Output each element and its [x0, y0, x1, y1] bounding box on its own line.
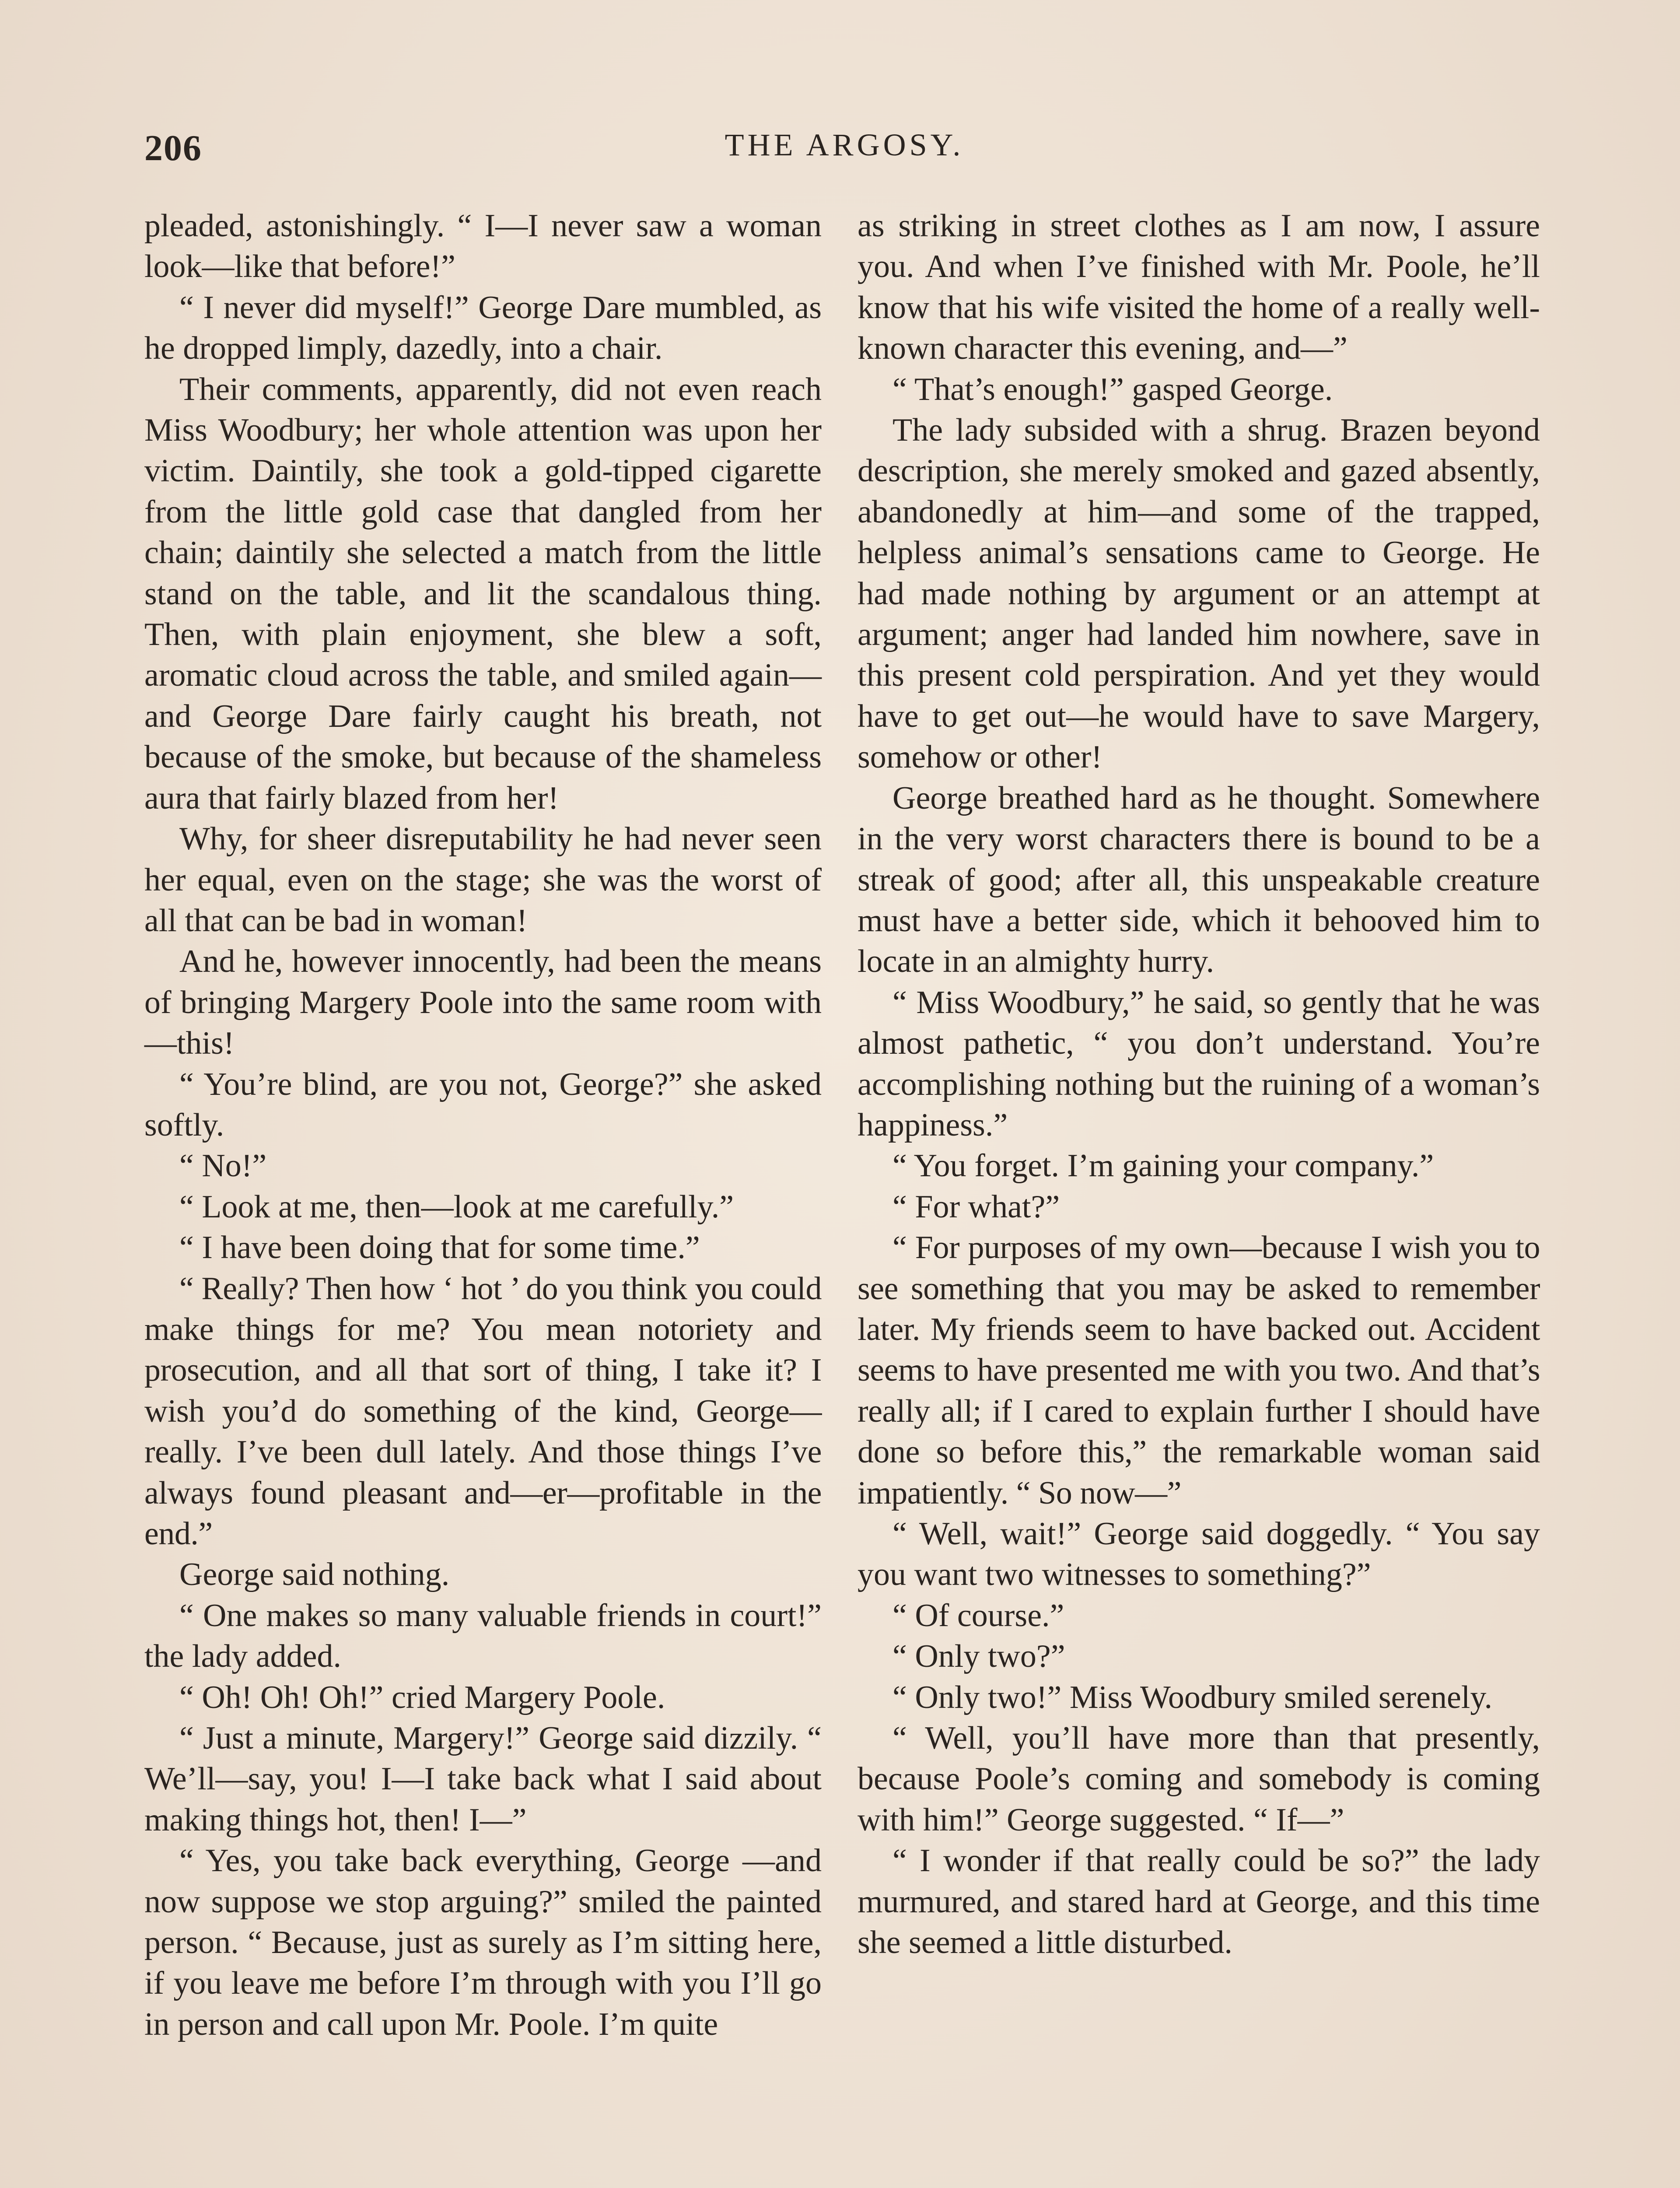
paragraph: “ I never did myself!” George Dare mumbled, as he dropped limply, dazedly, into a chair.: [144, 289, 822, 367]
paragraph: George said nothing.: [179, 1557, 450, 1593]
paragraph: “ Miss Woodbury,” he said, so gently that he was almost pathetic, “ you don’t understand. You’re accomplishing nothing but the ruining of a woman’s happiness.”: [858, 984, 1540, 1143]
paragraph: Why, for sheer disreputability he had never seen her equal, even on the stage; she was the worst of all that can be bad in woman!: [144, 821, 822, 939]
paragraph: “ Just a minute, Margery!” George said dizzily. “ We’ll—say, you! I—I take back what I said about making things hot, then! I—”: [144, 1720, 822, 1838]
paragraph: “ Well, you’ll have more than that presently, because Poole’s coming and somebody is coming with him!” George suggested. “ If—”: [858, 1720, 1540, 1838]
paragraph: “ You forget. I’m gaining your company.”: [892, 1148, 1434, 1184]
paragraph: as striking in street clothes as I am now, I assure you. And when I’ve finished with Mr. Poole, he’ll know that his wife visited the home of a really well-known character this evening, and—”: [858, 208, 1540, 367]
paragraph: “ Look at me, then—look at me carefully.”: [179, 1189, 734, 1225]
paragraph: “ No!”: [179, 1148, 267, 1184]
paragraph: “ Well, wait!” George said doggedly. “ You say you want two witnesses to something?”: [858, 1516, 1540, 1593]
paragraph: “ Really? Then how ‘ hot ’ do you think you could make things for me? You mean notoriety and prosecution, and all that sort of thing, I take it? I wish you’d do something of the kind, George—really. I’ve been dull lately. And those things I’ve always found pleasant and—er—profitable in the end.”: [144, 1270, 822, 1552]
right-column: [858, 206, 1540, 2188]
paragraph: “ Of course.”: [892, 1597, 1064, 1634]
paragraph: “ One makes so many valuable friends in court!” the lady added.: [144, 1597, 822, 1675]
paragraph: “ For what?”: [892, 1189, 1060, 1225]
paragraph: “ I have been doing that for some time.”: [179, 1230, 700, 1266]
paragraph: “ Oh! Oh! Oh!” cried Margery Poole.: [179, 1679, 665, 1715]
paragraph: Their comments, apparently, did not even reach Miss Woodbury; her whole attention was upon her victim. Daintily, she took a gold-tipped cigarette from the little gold case that dangled from her chain; daintily she selected a match from the little stand on the table, and lit the scandalous thing. Then, with plain enjoyment, she blew a soft, aromatic cloud across the table, and smiled again—and George Dare fairly caught his breath, not because of the smoke, but because of the shameless aura that fairly blazed from her!: [144, 371, 822, 816]
page-header: [144, 127, 1544, 175]
paragraph: “ Only two?”: [892, 1638, 1065, 1675]
paragraph: And he, however innocently, had been the means of bringing Margery Poole into the same room with—this!: [144, 943, 822, 1062]
paragraph: “ That’s enough!” gasped George.: [892, 371, 1333, 407]
paragraph: “ Yes, you take back everything, George —and now suppose we stop arguing?” smiled the painted person. “ Because, just as surely as I’m sitting here, if you leave me before I’m through with you I’ll go in person and call upon Mr. Poole. I’m quite: [144, 1843, 822, 2042]
page-number: 206: [144, 128, 202, 168]
paragraph: pleaded, astonishingly. “ I—I never saw a woman look—like that before!”: [144, 208, 822, 285]
paragraph: “ For purposes of my own—because I wish you to see something that you may be asked to remember later. My friends seem to have backed out. Accident seems to have presented me with you two. And that’s really all; if I cared to explain further I should have done so before this,” the remarkable woman said impatiently. “ So now—”: [858, 1230, 1540, 1511]
paragraph: The lady subsided with a shrug. Brazen beyond description, she merely smoked and gazed absently, abandonedly at him—and some of the trapped, helpless animal’s sensations came to George. He had made nothing by argument or an attempt at argument; anger had landed him nowhere, save in this present cold perspiration. And yet they would have to get out—he would have to save Margery, somehow or other!: [858, 412, 1540, 775]
running-title: THE ARGOSY.: [724, 127, 964, 162]
paragraph: “ You’re blind, are you not, George?” she asked softly.: [144, 1066, 822, 1143]
left-column: [144, 206, 822, 2188]
paragraph: “ I wonder if that really could be so?” the lady murmured, and stared hard at George, and this time she seemed a little disturbed.: [858, 1843, 1540, 1961]
paragraph: George breathed hard as he thought. Somewhere in the very worst characters there is bound to be a streak of good; after all, this unspeakable creature must have a better side, which it behooved him to locate in an almighty hurry.: [858, 780, 1540, 980]
paragraph: “ Only two!” Miss Woodbury smiled serenely.: [892, 1679, 1493, 1715]
